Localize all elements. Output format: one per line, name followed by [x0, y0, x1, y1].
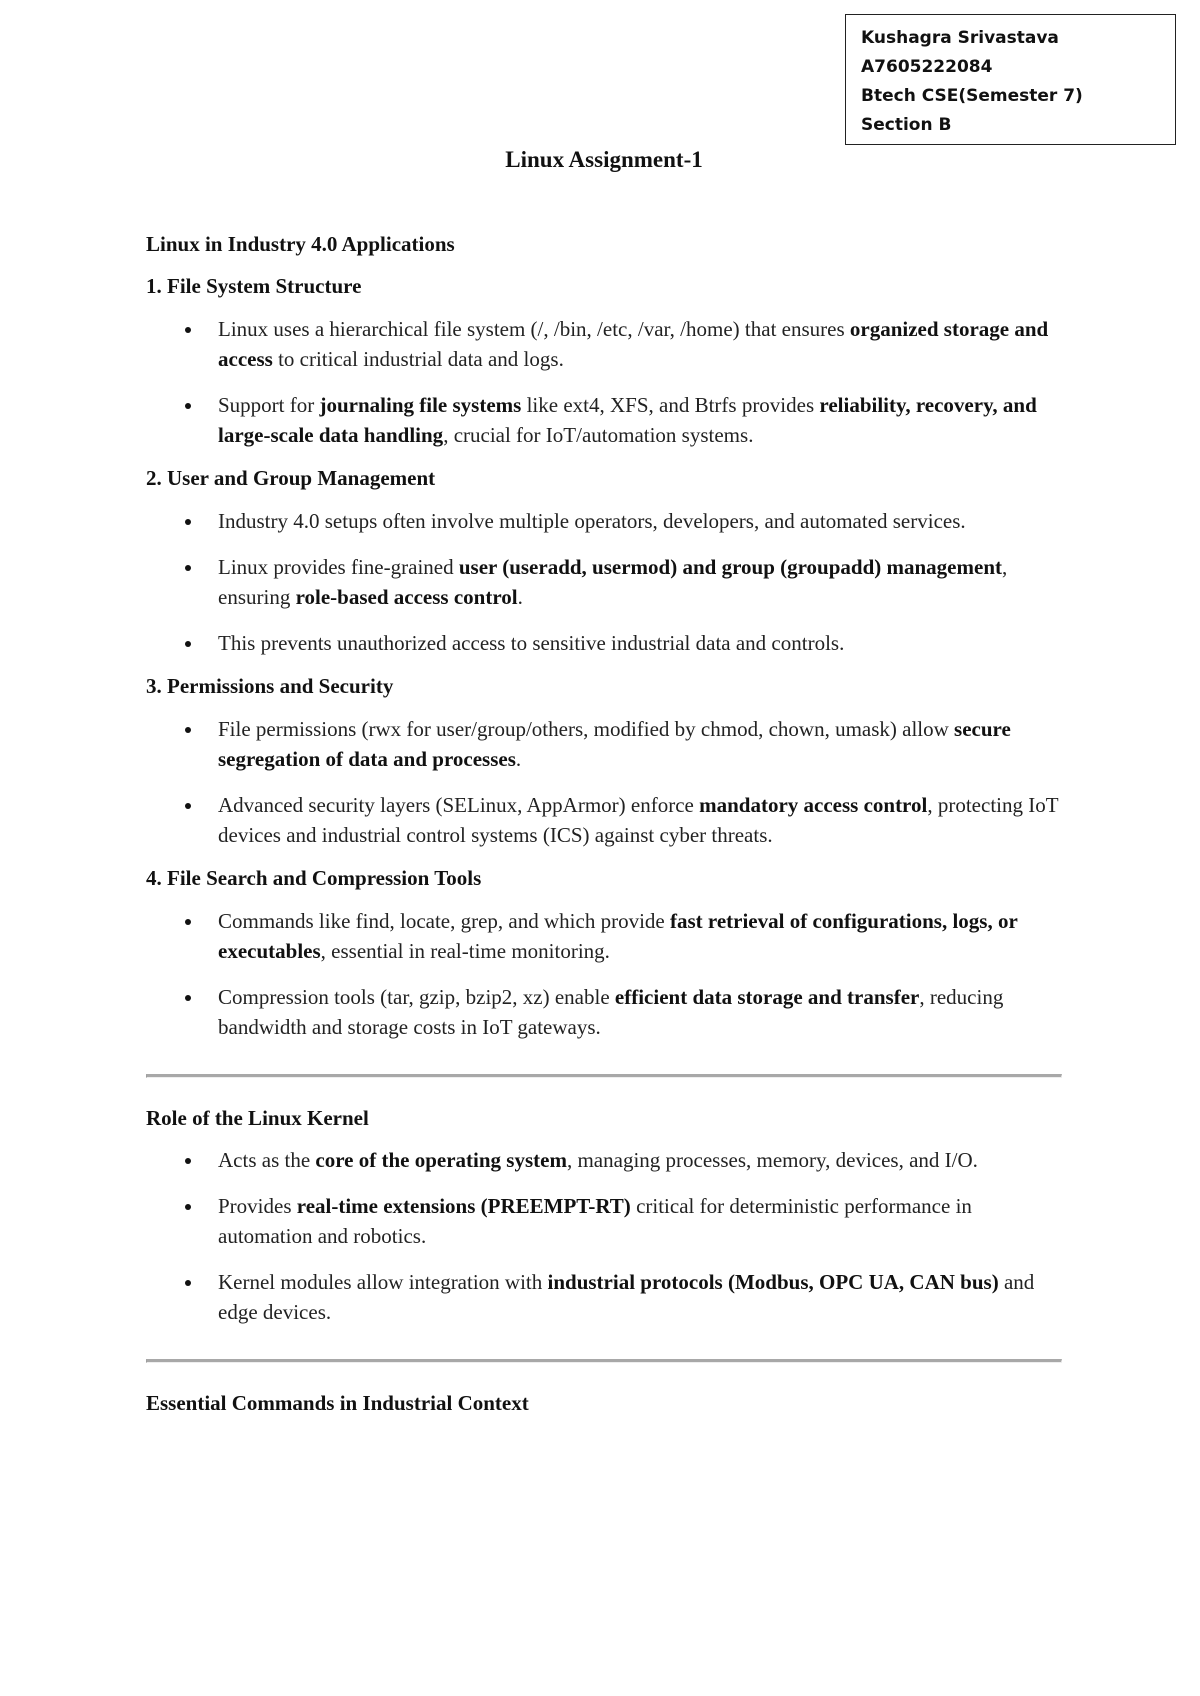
- permissions-list: [146, 714, 1066, 850]
- bullet-text: , protecting IoT devices and industrial control systems (ICS) against cyber threats.: [218, 793, 1059, 847]
- list-item: [218, 1191, 1066, 1251]
- bullet-emphasis: core of the operating system: [315, 1148, 567, 1172]
- list-item: [218, 390, 1066, 450]
- bullet-text: Provides: [218, 1194, 297, 1218]
- bullet-emphasis: secure segregation of data and processes: [218, 717, 1011, 771]
- list-item: [218, 314, 1066, 374]
- section-divider: [146, 1359, 1062, 1363]
- subsection-heading-user-group: 2. User and Group Management: [146, 466, 436, 490]
- bullet-text: , managing processes, memory, devices, and I/O.: [566, 1148, 978, 1172]
- student-section: Section B: [861, 115, 952, 135]
- bullet-text: This prevents unauthorized access to sensitive industrial data and controls.: [218, 631, 845, 655]
- page-title: Linux Assignment-1: [505, 147, 703, 172]
- bullet-emphasis: role-based access control: [295, 585, 518, 609]
- user-group-list: [146, 506, 1066, 658]
- bullet-emphasis: real-time extensions (PREEMPT-RT): [296, 1194, 631, 1218]
- document-body: [146, 229, 1066, 1430]
- bullet-text: Support for: [218, 393, 320, 417]
- bullet-text: Acts as the: [218, 1148, 316, 1172]
- bullet-text: , reducing bandwidth and storage costs in IoT gateways.: [218, 985, 1004, 1039]
- kernel-list: [146, 1145, 1066, 1327]
- section-heading-kernel: Role of the Linux Kernel: [146, 1106, 369, 1130]
- bullet-emphasis: organized storage and access: [218, 317, 1049, 371]
- section-heading-industry: Linux in Industry 4.0 Applications: [146, 232, 455, 256]
- student-id: A7605222084: [861, 57, 993, 77]
- bullet-text: and edge devices.: [218, 1270, 1035, 1324]
- list-item: [218, 982, 1066, 1042]
- list-item: [218, 628, 1066, 658]
- subsection-heading-search-tools: 4. File Search and Compression Tools: [146, 866, 482, 890]
- bullet-text: .: [515, 747, 522, 771]
- bullet-text: like ext4, XFS, and Btrfs provides: [521, 393, 820, 417]
- bullet-text: , essential in real-time monitoring.: [320, 939, 610, 963]
- bullet-text: Linux uses a hierarchical file system (/, /bin, /etc, /var, /home) that ensures: [218, 317, 850, 341]
- list-item: [218, 790, 1066, 850]
- bullet-text: Compression tools (tar, gzip, bzip2, xz) enable: [218, 985, 615, 1009]
- bullet-text: Kernel modules allow integration with: [218, 1270, 548, 1294]
- bullet-text: , crucial for IoT/automation systems.: [443, 423, 754, 447]
- bullet-text: critical for deterministic performance in automation and robotics.: [218, 1194, 972, 1248]
- file-system-list: [146, 314, 1066, 450]
- bullet-text: Advanced security layers (SELinux, AppArmor) enforce: [218, 793, 700, 817]
- bullet-emphasis: user (useradd, usermod) and group (groupadd) management: [458, 555, 1002, 579]
- list-item: [218, 714, 1066, 774]
- bullet-text: Linux provides fine-grained: [218, 555, 459, 579]
- bullet-emphasis: mandatory access control: [699, 793, 928, 817]
- bullet-emphasis: industrial protocols (Modbus, OPC UA, CAN bus): [547, 1270, 999, 1294]
- bullet-emphasis: journaling file systems: [319, 393, 522, 417]
- bullet-text: File permissions (rwx for user/group/others, modified by chmod, chown, umask) allow: [218, 717, 955, 741]
- list-item: [218, 506, 1066, 536]
- student-program: Btech CSE(Semester 7): [861, 86, 1083, 106]
- list-item: [218, 906, 1066, 966]
- bullet-text: , ensuring: [218, 555, 1008, 609]
- list-item: [218, 552, 1066, 612]
- bullet-emphasis: efficient data storage and transfer: [614, 985, 920, 1009]
- bullet-text: Commands like find, locate, grep, and which provide: [218, 909, 670, 933]
- section-divider: [146, 1074, 1062, 1078]
- bullet-emphasis: fast retrieval of configurations, logs, or executables: [218, 909, 1018, 963]
- subsection-heading-permissions: 3. Permissions and Security: [146, 674, 394, 698]
- subsection-heading-file-system: 1. File System Structure: [146, 274, 362, 298]
- list-item: [218, 1267, 1066, 1327]
- bullet-text: Industry 4.0 setups often involve multiple operators, developers, and automated services.: [218, 509, 966, 533]
- search-tools-list: [146, 906, 1066, 1042]
- bullet-text: to critical industrial data and logs.: [272, 347, 564, 371]
- student-info-box: [845, 14, 1176, 145]
- bullet-emphasis: reliability, recovery, and large-scale data handling: [218, 393, 1037, 447]
- section-heading-commands: Essential Commands in Industrial Context: [146, 1391, 529, 1415]
- list-item: [218, 1145, 1066, 1175]
- student-name: Kushagra Srivastava: [861, 28, 1059, 48]
- bullet-text: .: [517, 585, 523, 609]
